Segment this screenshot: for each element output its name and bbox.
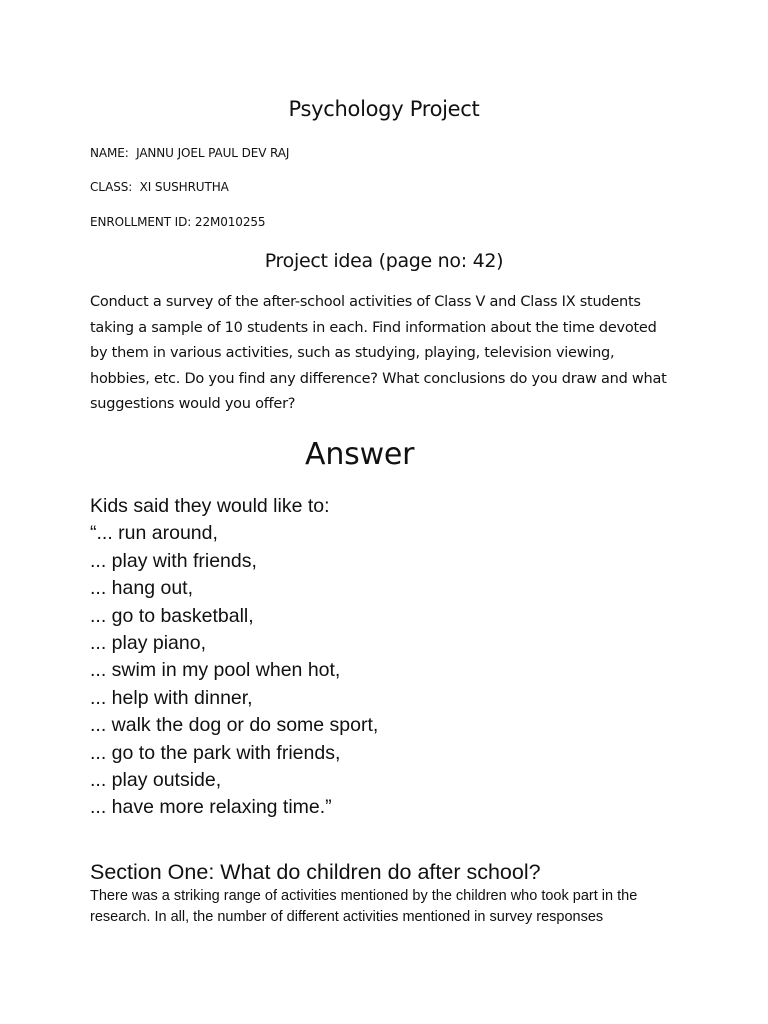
paragraph-line: by them in various activities, such as studying, playing, television viewing, [90,345,615,361]
list-item: ... have more relaxing time.” [90,796,332,819]
list-item: ... play outside, [90,769,222,792]
page-title: Psychology Project [288,97,480,121]
paragraph-line: hobbies, etc. Do you find any difference? What conclusions do you draw and what [90,370,667,387]
list-item: ... help with dinner, [90,686,253,709]
list-item: ... go to the park with friends, [90,741,341,764]
list-item: “... run around, [90,522,218,545]
list-item: ... go to basketball, [90,604,254,627]
project-idea-paragraph [90,290,690,418]
enrollment-id-line: ENROLLMENT ID: 22M010255 [90,215,266,229]
student-name-line: NAME: JANNU JOEL PAUL DEV RAJ [90,146,290,160]
project-idea-heading: Project idea (page no: 42) [264,250,504,272]
student-class-line: CLASS: XI SUSHRUTHA [90,180,229,194]
kids-intro: Kids said they would like to: [90,495,330,517]
paragraph-line: taking a sample of 10 students in each. Find information about the time devoted [90,319,657,336]
answer-heading: Answer [305,437,415,472]
list-item: ... walk the dog or do some sport, [90,714,379,737]
list-item: ... play piano, [90,632,206,655]
paragraph-line: There was a striking range of activities mentioned by the children who took part in the [90,888,638,904]
list-item: ... swim in my pool when hot, [90,659,341,682]
paragraph-line: research. In all, the number of different activities mentioned in survey responses [90,909,604,925]
kids-responses-list [90,493,378,822]
list-item: ... play with friends, [90,549,257,572]
paragraph-line: suggestions would you offer? [90,396,296,412]
paragraph-line: Conduct a survey of the after-school activities of Class V and Class IX students [90,294,641,310]
section-one-paragraph [90,886,710,928]
list-item: ... hang out, [90,577,193,600]
section-one-heading: Section One: What do children do after school? [90,860,541,884]
